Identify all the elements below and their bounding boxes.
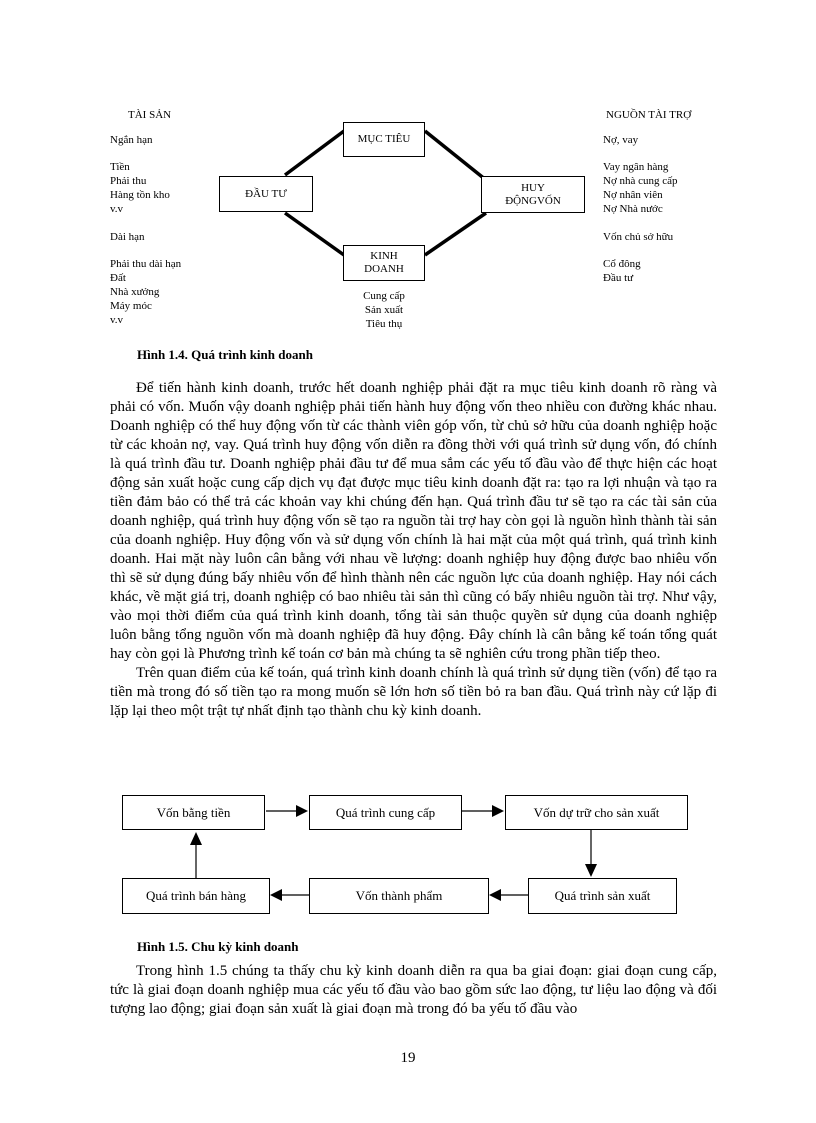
figure-caption: Hình 1.4. Quá trình kinh doanh xyxy=(137,347,313,362)
equity-label: Vốn chủ sở hữu xyxy=(603,231,674,243)
paragraph: Để tiến hành kinh doanh, trước hết doanh nghiệp phải đặt ra mục tiêu kinh doanh rõ ràng và phải có vốn. Muốn vậy doanh nghiệp phải tiến hành huy động vốn theo nhiều con đường khác nhau. Doanh nghiệp có thể huy động vốn từ các thành viên góp vốn, từ chủ sở hữu của doanh nghiệp hoặc từ các khoản nợ, vay. Quá trình huy động vốn diễn ra đồng thời với quá trình sử dụng vốn, đó chính là quá trình đầu tư. Doanh nghiệp phải đầu tư để mua sắm các yếu tố đầu vào để thực hiện các hoạt động sản xuất hoặc cung cấp dịch vụ đạt được mục tiêu kinh doanh đặt ra: tạo ra lợi nhuận và tạo ra tiền đảm bảo có thể trả các khoản vay khi chúng đến hạn. Quá trình đầu tư sẽ tạo ra các tài sản của doanh nghiệp, quá trình huy động vốn sẽ tạo ra nguồn tài trợ hay còn gọi là nguồn hình thành tài sản của doanh nghiệp. Huy động vốn và sử dụng vốn chính là hai mặt của một quá trình, quá trình kinh doanh. Hai mặt này luôn cân bằng với nhau về lượng: doanh nghiệp huy động được bao nhiêu vốn thì sẽ sử dụng đúng bấy nhiêu vốn để hình thành nên các nguồn lực của doanh nghiệp. Hay nói cách khác, về mặt giá trị, doanh nghiệp có bao nhiêu tài sản thì cũng có bấy nhiêu nguồn tài trợ. Như vậy, vào mọi thời điểm của quá trình kinh doanh, tổng tài sản thuộc quyền sử dụng của doanh nghiệp luôn bằng tổng nguồn vốn mà doanh nghiệp đã huy động. Đây chính là cân bằng kế toán tổng quát hay còn gọi là Phương trình kế toán cơ bản mà chúng ta sẽ nghiên cứu trong phần tiếp theo. xyxy=(110,380,717,662)
arrowhead xyxy=(585,864,597,877)
arrowhead xyxy=(190,832,202,845)
finished-goods-label: Vốn thành phẩm xyxy=(355,888,443,903)
list-item: Nhà xưởng xyxy=(110,286,160,298)
list-item: Nợ nhà cung cấp xyxy=(603,175,678,187)
finished-goods-box xyxy=(309,878,489,914)
cash-capital-box xyxy=(122,795,265,830)
body-text-continued xyxy=(110,962,717,1019)
short-term-label: Ngắn hạn xyxy=(110,134,153,146)
assets-header: TÀI SẢN xyxy=(128,109,172,121)
list-item: Cổ đông xyxy=(603,258,641,270)
sales-process-label: Quá trình bán hàng xyxy=(145,888,246,903)
figure-caption: Hình 1.5. Chu kỳ kinh doanh xyxy=(137,939,299,954)
investment-label: ĐẦU TƯ xyxy=(245,187,287,200)
funding-header: NGUỒN TÀI TRỢ xyxy=(606,109,692,121)
capital-raising-label-line2: ĐỘNGVỐN xyxy=(505,194,561,207)
list-item: Đầu tư xyxy=(603,272,634,284)
goal-label: MỤC TIÊU xyxy=(357,133,411,145)
business-label-line1: KINH xyxy=(370,250,398,262)
production-reserve-label: Vốn dự trữ cho sản xuất xyxy=(533,804,660,820)
arrowhead xyxy=(296,805,308,817)
list-item: Sản xuất xyxy=(364,304,404,316)
capital-raising-label-line1: HUY xyxy=(521,181,545,194)
page-number: 19 xyxy=(400,1050,416,1066)
arrowhead xyxy=(492,805,504,817)
supply-process-label: Quá trình cung cấp xyxy=(335,804,436,820)
debt-label: Nợ, vay xyxy=(603,134,639,146)
list-item: Nợ Nhà nước xyxy=(603,203,663,215)
list-item: Đất xyxy=(110,272,126,284)
list-item: Máy móc xyxy=(110,300,152,312)
list-item: Cung cấp xyxy=(363,290,405,302)
list-item: Phải thu dài hạn xyxy=(110,258,182,270)
list-item: Tiêu thụ xyxy=(365,318,403,330)
sales-process-box xyxy=(122,878,270,914)
list-item: Hàng tồn kho xyxy=(110,189,170,201)
production-reserve-box xyxy=(505,795,688,830)
paragraph: Trong hình 1.5 chúng ta thấy chu kỳ kinh doanh diễn ra qua ba giai đoạn: giai đoạn cung cấp, tức là giai đoạn doanh nghiệp mua các yếu tố đầu vào bao gồm sức lao động, tư liệu lao động và đối tượng lao động; giai đoạn sản xuất là giai đoạn mà trong đó ba yếu tố đầu vào xyxy=(110,963,717,1017)
cash-capital-label: Vốn bằng tiền xyxy=(156,804,231,820)
long-term-label: Dài hạn xyxy=(110,231,145,243)
production-process-label: Quá trình sản xuất xyxy=(554,888,651,903)
list-item: Nợ nhân viên xyxy=(603,189,663,201)
list-item: v.v xyxy=(110,314,124,326)
supply-process-box xyxy=(309,795,462,830)
list-item: Phải thu xyxy=(110,175,147,187)
production-process-box xyxy=(528,878,677,914)
paragraph: Trên quan điểm của kế toán, quá trình kinh doanh chính là quá trình sử dụng tiền (vốn) để tạo ra tiền mà trong đó số tiền tạo ra mong muốn sẽ lớn hơn số tiền bỏ ra ban đầu. Quá trình này cứ lặp đi lặp lại theo một trật tự nhất định tạo thành chu kỳ kinh doanh. xyxy=(110,665,717,719)
list-item: Vay ngân hàng xyxy=(603,161,669,173)
arrowhead xyxy=(489,889,501,901)
list-item: Tiền xyxy=(110,161,130,173)
list-item: v.v xyxy=(110,203,124,215)
arrowhead xyxy=(270,889,282,901)
business-label-line2: DOANH xyxy=(364,263,404,275)
